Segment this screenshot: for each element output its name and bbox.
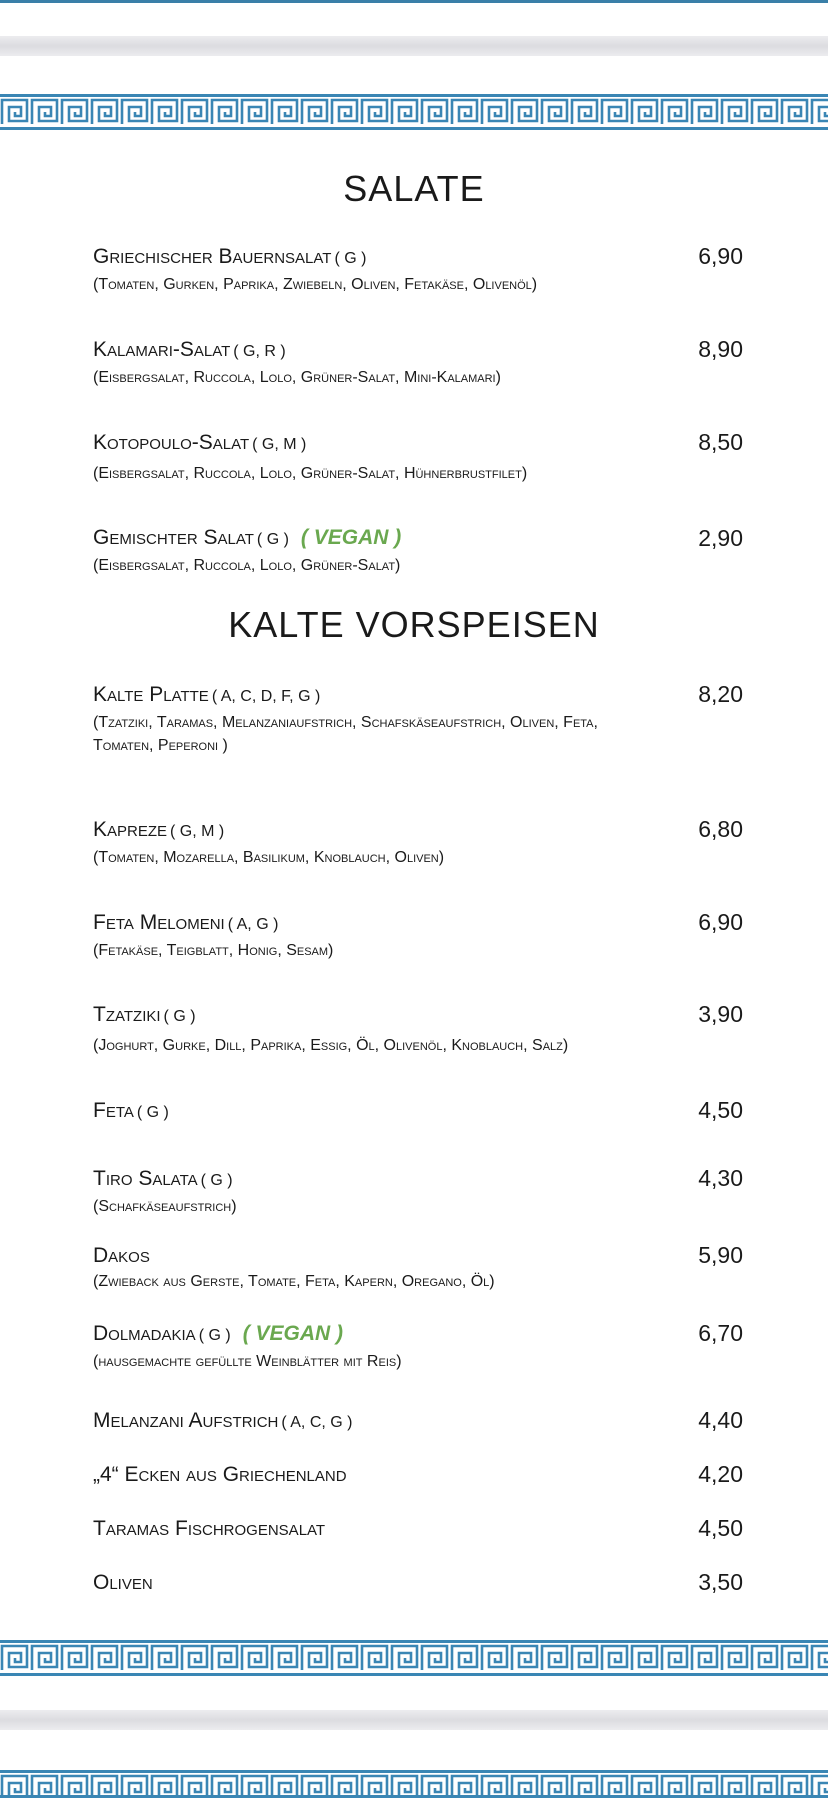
item-name: Kalte Platte	[93, 683, 209, 706]
page-gap-band	[0, 1710, 828, 1730]
item-name: Feta Melomeni	[93, 911, 225, 934]
item-name: Kapreze	[93, 818, 168, 841]
item-name-line	[93, 1516, 743, 1542]
item-description: (Fetakäse, Teigblatt, Honig, Sesam)	[93, 942, 334, 959]
item-allergens: ( G )	[198, 1327, 231, 1344]
menu-item	[93, 682, 743, 757]
item-price: 6,90	[698, 909, 743, 935]
item-name: Melanzani Aufstrich	[93, 1409, 279, 1432]
item-allergens: ( A, C, D, F, G )	[211, 688, 321, 705]
item-name: Tzatziki	[93, 1003, 161, 1026]
item-allergens: ( G )	[256, 531, 289, 548]
item-description: (hausgemachte gefüllte Weinblätter mit Reis)	[93, 1353, 402, 1370]
menu-item	[93, 910, 743, 962]
item-description: (Eisbergsalat, Ruccola, Lolo, Grüner-Salat, Hühnerbrustfilet)	[93, 465, 528, 482]
section-title-kalte-vorspeisen: KALTE VORSPEISEN	[228, 604, 600, 645]
item-price: 3,50	[698, 1569, 743, 1595]
menu-item	[93, 1516, 743, 1542]
menu-item	[93, 1321, 743, 1373]
section-title-salate: SALATE	[343, 168, 485, 209]
item-name: Gemischter Salat	[93, 526, 254, 549]
item-description: (Joghurt, Gurke, Dill, Paprika, Essig, Öl, Olivenöl, Knoblauch, Salz)	[93, 1037, 569, 1054]
item-name: Oliven	[93, 1571, 153, 1594]
item-name-line	[93, 1570, 743, 1596]
item-allergens: ( G, M )	[252, 436, 307, 453]
item-name: „4“ Ecken aus Griechenland	[93, 1463, 347, 1486]
top-edge-line	[0, 0, 828, 3]
item-allergens: ( G )	[136, 1104, 169, 1121]
item-price: 8,50	[698, 429, 743, 455]
menu-item	[93, 430, 743, 485]
menu-item	[93, 1243, 743, 1293]
item-allergens: ( G, M )	[170, 823, 225, 840]
item-name: Dakos	[93, 1244, 150, 1267]
menu-item	[93, 1166, 743, 1218]
item-name-line	[93, 430, 743, 458]
item-name: Dolmadakia	[93, 1322, 196, 1345]
item-name: Kalamari-Salat	[93, 338, 231, 361]
item-name-line	[93, 337, 743, 365]
menu-item	[93, 817, 743, 869]
item-description: (Zwieback aus Gerste, Tomate, Feta, Kapern, Oregano, Öl)	[93, 1273, 495, 1290]
item-allergens: ( G, R )	[233, 343, 286, 360]
item-name: Griechischer Bauernsalat	[93, 245, 332, 268]
item-price: 3,90	[698, 1001, 743, 1027]
item-name-line	[93, 1321, 743, 1349]
item-price: 4,20	[698, 1461, 743, 1487]
item-name-line	[93, 682, 743, 710]
item-allergens: ( A, G )	[227, 916, 279, 933]
menu-item	[93, 1570, 743, 1596]
vegan-badge: ( VEGAN )	[300, 526, 402, 549]
item-allergens: ( A, C, G )	[281, 1414, 353, 1431]
greek-key-border-bottom	[0, 1640, 828, 1676]
vegan-badge: ( VEGAN )	[242, 1322, 344, 1345]
item-price: 4,40	[698, 1407, 743, 1433]
item-description: (Tzatziki, Taramas, Melanzaniaufstrich, Schafskäseaufstrich, Oliven, Feta, Tomaten, Peperoni )	[93, 714, 598, 754]
item-description: (Schafkäseaufstrich)	[93, 1198, 237, 1215]
menu-item	[93, 525, 743, 577]
greek-key-border-top	[0, 94, 828, 130]
item-price: 4,50	[698, 1097, 743, 1123]
item-name: Tiro Salata	[93, 1167, 198, 1190]
menu-item	[93, 1462, 743, 1488]
item-description: (Eisbergsalat, Ruccola, Lolo, Grüner-Salat, Mini-Kalamari)	[93, 369, 501, 386]
greek-key-pattern	[0, 1643, 828, 1673]
page-gap-band	[0, 36, 828, 56]
item-price: 6,90	[698, 243, 743, 269]
item-name-line	[93, 1408, 743, 1436]
item-price: 6,70	[698, 1320, 743, 1346]
menu-item	[93, 1098, 743, 1126]
item-name-line	[93, 817, 743, 845]
menu-item	[93, 1002, 743, 1057]
item-name-line	[93, 244, 743, 272]
item-price: 6,80	[698, 816, 743, 842]
item-description: (Eisbergsalat, Ruccola, Lolo, Grüner-Salat)	[93, 557, 401, 574]
item-name-line	[93, 1002, 743, 1030]
item-name: Feta	[93, 1099, 134, 1122]
greek-key-pattern	[0, 97, 828, 127]
greek-key-pattern	[0, 1773, 828, 1798]
item-price: 5,90	[698, 1242, 743, 1268]
item-description: (Tomaten, Gurken, Paprika, Zwiebeln, Oliven, Fetakäse, Olivenöl)	[93, 276, 538, 293]
item-price: 4,30	[698, 1165, 743, 1191]
item-name-line	[93, 1098, 743, 1126]
menu-item	[93, 337, 743, 389]
item-description: (Tomaten, Mozarella, Basilikum, Knoblauch, Oliven)	[93, 849, 445, 866]
item-price: 8,90	[698, 336, 743, 362]
item-price: 8,20	[698, 681, 743, 707]
item-allergens: ( G )	[200, 1172, 233, 1189]
item-name-line	[93, 1243, 743, 1269]
item-price: 2,90	[698, 525, 743, 551]
item-allergens: ( G )	[334, 250, 367, 267]
menu-item	[93, 1408, 743, 1436]
item-name: Taramas Fischrogensalat	[93, 1517, 326, 1540]
item-name-line	[93, 525, 743, 553]
item-name-line	[93, 1462, 743, 1488]
item-price: 4,50	[698, 1515, 743, 1541]
item-allergens: ( G )	[163, 1008, 196, 1025]
item-name-line	[93, 1166, 743, 1194]
menu-item	[93, 244, 743, 296]
greek-key-border-next-page	[0, 1770, 828, 1798]
item-name: Kotopoulo-Salat	[93, 431, 250, 454]
item-name-line	[93, 910, 743, 938]
